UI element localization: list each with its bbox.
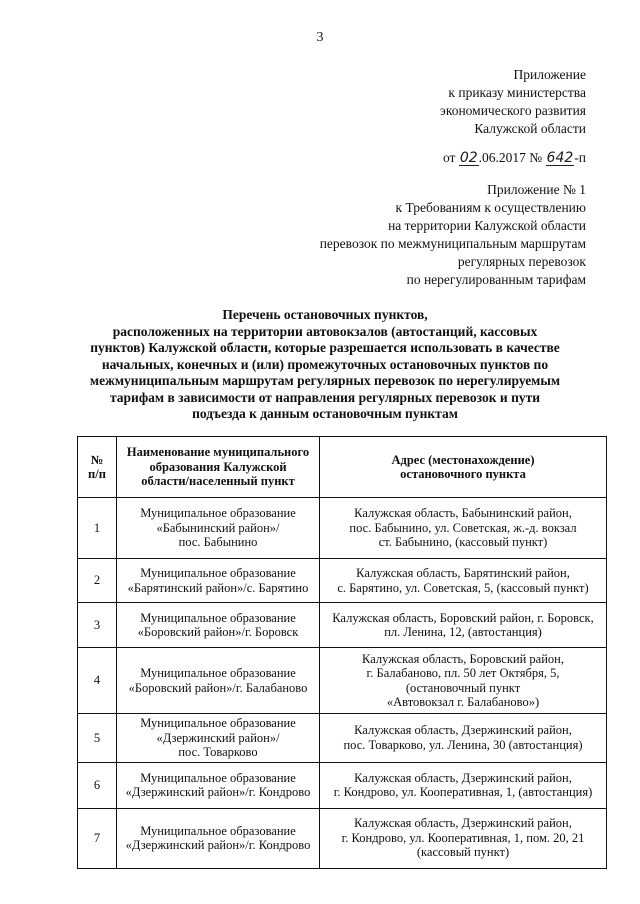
row-number: 5 <box>78 714 117 763</box>
table-row <box>78 603 607 648</box>
table-header-row <box>78 437 607 498</box>
title-line: тарифам в зависимости от направления регулярных перевозок и пути <box>109 389 541 405</box>
table-row <box>78 648 607 714</box>
title-line: подъезда к данным остановочным пунктам <box>192 406 458 421</box>
appendix-line: экономического развития <box>440 103 586 118</box>
row-municipality: Муниципальное образование «Бабынинский район»/ пос. Бабынино <box>117 498 320 559</box>
row-number: 2 <box>78 559 117 603</box>
row-municipality: Муниципальное образование «Барятинский район»/с. Барятино <box>117 559 320 603</box>
order-day-handwritten: 02 <box>459 150 478 166</box>
appendix1-line: на территории Калужской области <box>388 218 586 233</box>
document-title <box>60 307 590 423</box>
row-municipality: Муниципальное образование «Дзержинский район»/г. Кондрово <box>117 762 320 808</box>
row-address: Калужская область, Дзержинский район, пос. Товарково, ул. Ленина, 30 (автостанция) <box>320 714 607 763</box>
row-address: Калужская область, Дзержинский район, г. Кондрово, ул. Кооперативная, 1, (автостанция) <box>320 762 607 808</box>
title-line: пунктов) Калужской области, которые разрешается использовать в качестве <box>90 340 560 355</box>
title-line: начальных, конечных и (или) промежуточных остановочных пунктов по <box>101 356 549 372</box>
row-address: Калужская область, Боровский район, г. Боровск, пл. Ленина, 12, (автостанция) <box>320 603 607 648</box>
order-date-rest: .06.2017 <box>478 150 526 165</box>
row-address: Калужская область, Барятинский район, с. Барятино, ул. Советская, 5, (кассовый пункт) <box>320 559 607 603</box>
row-number: 4 <box>78 648 117 714</box>
row-address: Калужская область, Боровский район, г. Балабаново, пл. 50 лет Октября, 5, (остановочный пункт «Автовокзал г. Балабаново») <box>320 648 607 714</box>
order-prefix: от <box>442 150 456 165</box>
order-number-handwritten: 642 <box>546 150 574 166</box>
row-municipality: Муниципальное образование «Дзержинский район»/г. Кондрово <box>117 808 320 868</box>
header-number: № п/п <box>78 437 117 498</box>
row-number: 6 <box>78 762 117 808</box>
table-row <box>78 559 607 603</box>
appendix-block <box>440 66 586 138</box>
header-address: Адрес (местонахождение) остановочного пункта <box>320 437 607 498</box>
appendix1-line: перевозок по межмуниципальным маршрутам <box>319 236 586 251</box>
page-number: 3 <box>316 30 324 45</box>
table-row <box>78 762 607 808</box>
row-address: Калужская область, Дзержинский район, г. Кондрово, ул. Кооперативная, 1, пом. 20, 21 (кассовый пункт) <box>320 808 607 868</box>
appendix1-block <box>320 181 586 289</box>
row-municipality: Муниципальное образование «Боровский район»/г. Боровск <box>117 603 320 648</box>
stops-table <box>77 436 607 869</box>
appendix1-line: регулярных перевозок <box>457 254 586 269</box>
table-row <box>78 498 607 559</box>
appendix1-line: Приложение № 1 <box>487 182 586 197</box>
appendix-line: Приложение <box>513 67 586 82</box>
order-suffix: -п <box>574 150 586 165</box>
row-number: 3 <box>78 603 117 648</box>
order-number-sign: № <box>529 150 543 165</box>
title-line: Перечень остановочных пунктов, <box>222 307 428 322</box>
title-line: межмуниципальным маршрутам регулярных перевозок по нерегулируемым <box>89 373 561 388</box>
row-municipality: Муниципальное образование «Боровский район»/г. Балабаново <box>117 648 320 714</box>
row-number: 1 <box>78 498 117 559</box>
appendix-line: к приказу министерства <box>448 85 586 100</box>
title-line: расположенных на территории автовокзалов (автостанций, кассовых <box>112 323 538 339</box>
row-number: 7 <box>78 808 117 868</box>
row-municipality: Муниципальное образование «Дзержинский район»/ пос. Товарково <box>117 714 320 763</box>
table-row <box>78 714 607 763</box>
appendix1-line: по нерегулированным тарифам <box>406 272 586 287</box>
order-reference <box>443 149 586 167</box>
header-municipality: Наименование муниципального образования Калужской области/населенный пункт <box>117 437 320 498</box>
appendix1-line: к Требованиям к осуществлению <box>395 200 586 215</box>
row-address: Калужская область, Бабынинский район, пос. Бабынино, ул. Советская, ж.-д. вокзал ст. Бабынино, (кассовый пункт) <box>320 498 607 559</box>
table-row <box>78 808 607 868</box>
appendix-line: Калужской области <box>474 121 586 136</box>
